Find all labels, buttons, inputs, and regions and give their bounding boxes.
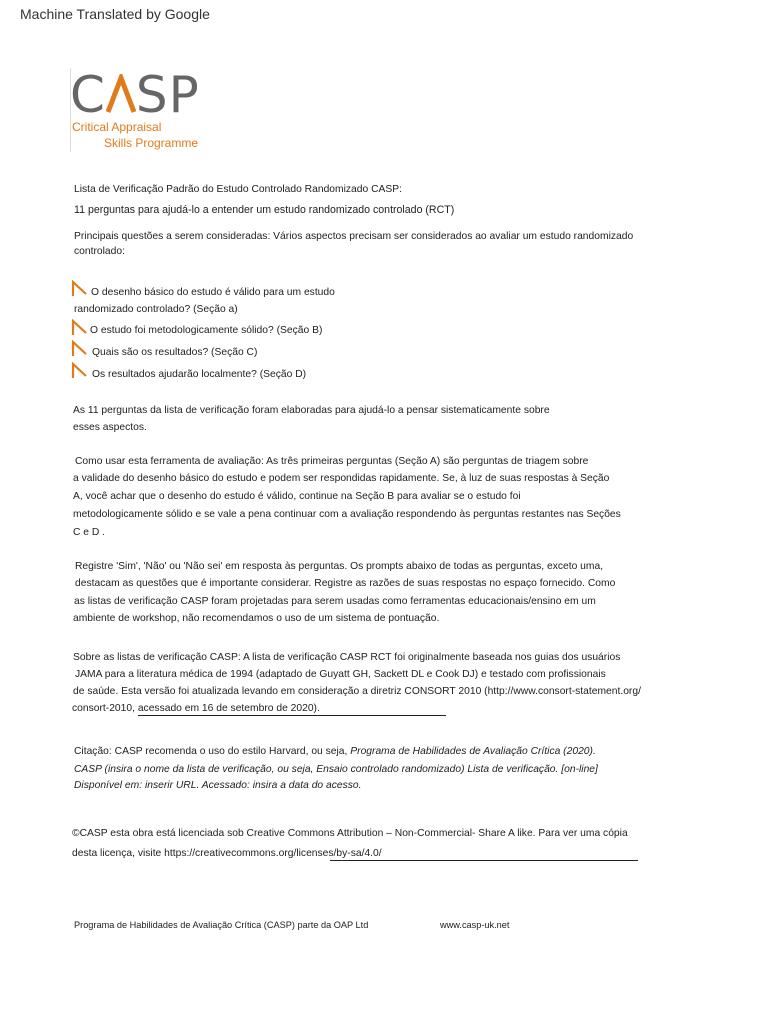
citation-line-2: CASP (insira o nome da lista de verificação, ou seja, Ensaio controlado randomizado) Lista de verificação. [on-line] [74, 764, 598, 775]
chevron-marker-icon [71, 362, 88, 379]
paragraph-line: Como usar esta ferramenta de avaliação: As três primeiras perguntas (Seção A) são perguntas de triagem sobre [75, 456, 589, 467]
citation-prefix: Citação: CASP recomenda o uso do estilo Harvard, ou seja, [74, 746, 351, 757]
paragraph-line: metodologicamente sólido e se vale a pena continuar com a avaliação respondendo às perguntas restantes nas Seções [73, 509, 621, 520]
citation-italic: Programa de Habilidades de Avaliação Crítica (2020). [350, 746, 596, 757]
paragraph-line: a validade do desenho básico do estudo e podem ser respondidas rapidamente. Se, à luz de suas respostas à Seção [73, 473, 610, 484]
bullet-text: O desenho básico do estudo é válido para um estudo [91, 287, 335, 298]
chevron-marker-icon [71, 340, 88, 357]
chevron-marker-icon [71, 280, 88, 297]
casp-logo [70, 68, 218, 156]
paragraph-line: Sobre as listas de verificação CASP: A lista de verificação CASP RCT foi originalmente baseada nos guias dos usuários [73, 652, 621, 663]
bullet-text: Os resultados ajudarão localmente? (Seção D) [92, 369, 307, 380]
paragraph-line: destacam as questões que é importante considerar. Registre as razões de suas respostas no espaço fornecido. Como [75, 578, 616, 589]
bullet-text: O estudo foi metodologicamente sólido? (Seção B) [90, 325, 323, 336]
bullet-item [71, 340, 257, 362]
paragraph-line: A, você achar que o desenho do estudo é válido, continue na Seção B para avaliar se o estudo foi [73, 491, 521, 502]
document-title: Lista de Verificação Padrão do Estudo Controlado Randomizado CASP: [74, 184, 402, 195]
paragraph-line: de saúde. Esta versão foi atualizada levando em consideração a diretriz CONSORT 2010 (http://www.consort-statement.org/ [73, 686, 641, 697]
chevron-marker-icon [71, 319, 88, 336]
main-issues-line-2: controlado: [74, 246, 125, 257]
bullet-item [71, 319, 322, 340]
logo-wordmark [70, 68, 200, 122]
paragraph-line: C e D . [73, 527, 106, 538]
machine-translation-banner: Machine Translated by Google [20, 6, 210, 22]
underline-rule [330, 860, 638, 861]
bullet-text-continued: randomizado controlado? (Seção a) [74, 304, 238, 315]
bullet-item [71, 362, 306, 384]
paragraph-line: Registre 'Sim', 'Não' ou 'Não sei' em resposta às perguntas. Os prompts abaixo de todas as perguntas, exceto uma, [75, 561, 604, 572]
citation-line-1 [74, 743, 596, 761]
logo-line-2: Skills Programme [104, 136, 199, 150]
paragraph-line: esses aspectos. [73, 422, 147, 433]
license-line-1: ©CASP esta obra está licenciada sob Creative Commons Attribution – Non-Commercial- Share A like. Para ver uma cópia [72, 828, 628, 839]
main-issues-line-1: Principais questões a serem consideradas: Vários aspectos precisam ser considerados ao avaliar um estudo randomizado [74, 231, 634, 242]
paragraph-line: as listas de verificação CASP foram projetadas para serem usadas como ferramentas educacionais/ensino em um [74, 596, 596, 607]
logo-letter-c: C [70, 66, 106, 124]
logo-chevron-icon [106, 70, 136, 110]
paragraph-line: As 11 perguntas da lista de verificação foram elaboradas para ajudá-lo a pensar sistematicamente sobre [73, 405, 550, 416]
footer-website-link[interactable]: www.casp-uk.net [440, 920, 510, 930]
footer-left: Programa de Habilidades de Avaliação Crítica (CASP) parte da OAP Ltd [74, 920, 369, 930]
document-subtitle: 11 perguntas para ajudá-lo a entender um estudo randomizado controlado (RCT) [74, 204, 455, 216]
logo-line-1: Critical Appraisal [72, 120, 162, 134]
citation-line-3: Disponível em: inserir URL. Acessado: insira a data do acesso. [74, 780, 362, 791]
license-line-2: desta licença, visite https://creativecommons.org/licenses/by-sa/4.0/ [72, 848, 382, 859]
bullet-text: Quais são os resultados? (Seção C) [92, 347, 258, 358]
logo-letters-sp: SP [135, 66, 200, 124]
bullet-item [71, 280, 335, 302]
paragraph-line: JAMA para a literatura médica de 1994 (adaptado de Guyatt GH, Sackett DL e Cook DJ) e testado com profissionais [75, 669, 606, 680]
underline-rule [138, 715, 446, 716]
paragraph-line: ambiente de workshop, não recomendamos o uso de um sistema de pontuação. [73, 613, 440, 624]
paragraph-line: consort-2010, acessado em 16 de setembro de 2020). [72, 703, 320, 714]
